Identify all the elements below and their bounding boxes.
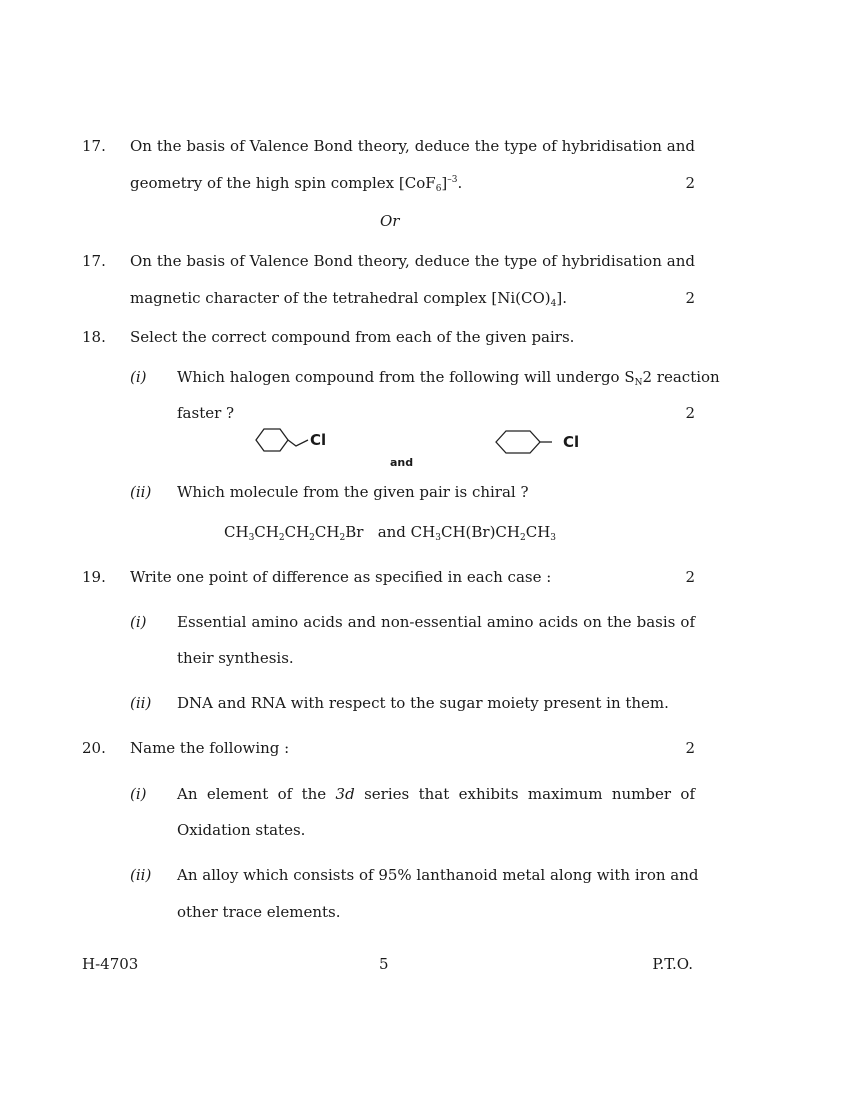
marks: 2: [685, 174, 695, 192]
question-text-line: On the basis of Valence Bond theory, deduce the type of hybridisation and: [130, 137, 695, 155]
part-text-line: Essential amino acids and non-essential amino acids on the basis of: [177, 613, 695, 631]
part-label: (ii): [130, 694, 152, 712]
chlorine-label: Cl: [563, 433, 580, 451]
please-turn-over: P.T.O.: [652, 955, 693, 973]
question-number: 20.: [82, 739, 106, 757]
part-label: (i): [130, 368, 147, 386]
chlorocyclohexane-structure: [492, 426, 564, 460]
part-text-line: Which halogen compound from the following will undergo $S_N2$ reaction: [177, 368, 720, 388]
part-text-line: other trace elements.: [177, 903, 341, 921]
question-text-line: magnetic character of the tetrahedral complex $[Ni(CO)_4]$.: [130, 289, 567, 309]
question-number: 17.: [82, 137, 106, 155]
part-text-line: An alloy which consists of 95% lanthanoid metal along with iron and: [177, 866, 699, 884]
question-stem: Name the following :: [130, 739, 290, 757]
chlorine-label: Cl: [310, 431, 327, 449]
and-label: and: [390, 456, 414, 469]
question-text-line: On the basis of Valence Bond theory, deduce the type of hybridisation and: [130, 252, 695, 270]
part-text-line: An element of the 3d series that exhibits maximum number of: [177, 785, 695, 803]
marks: 2: [685, 289, 695, 307]
part-label: (i): [130, 785, 147, 803]
question-text-line: geometry of the high spin complex $[CoF_6]^{-3}$.: [130, 174, 463, 194]
question-number: 19.: [82, 568, 106, 586]
question-stem: Select the correct compound from each of the given pairs.: [130, 328, 575, 346]
part-label: (ii): [130, 866, 152, 884]
question-stem: Write one point of difference as specified in each case :: [130, 568, 552, 586]
part-text-line: their synthesis.: [177, 649, 294, 667]
paper-code: H-4703: [82, 955, 139, 973]
or-separator: Or: [380, 212, 400, 230]
marks: 2: [685, 404, 695, 422]
part-label: (ii): [130, 483, 152, 501]
question-number: 17.: [82, 252, 106, 270]
part-label: (i): [130, 613, 147, 631]
page-number: 5: [379, 955, 389, 973]
part-text: DNA and RNA with respect to the sugar moiety present in them.: [177, 694, 669, 712]
chemical-formula-pair: $CH_3CH_2CH_2CH_2Br$ and $CH_3CH(Br)CH_2CH_3$: [224, 523, 557, 543]
part-text: Which molecule from the given pair is chiral ?: [177, 483, 529, 501]
question-number: 18.: [82, 328, 106, 346]
marks: 2: [685, 568, 695, 586]
marks: 2: [685, 739, 695, 757]
part-text-line: Oxidation states.: [177, 821, 306, 839]
part-text-line: faster ?: [177, 404, 235, 422]
